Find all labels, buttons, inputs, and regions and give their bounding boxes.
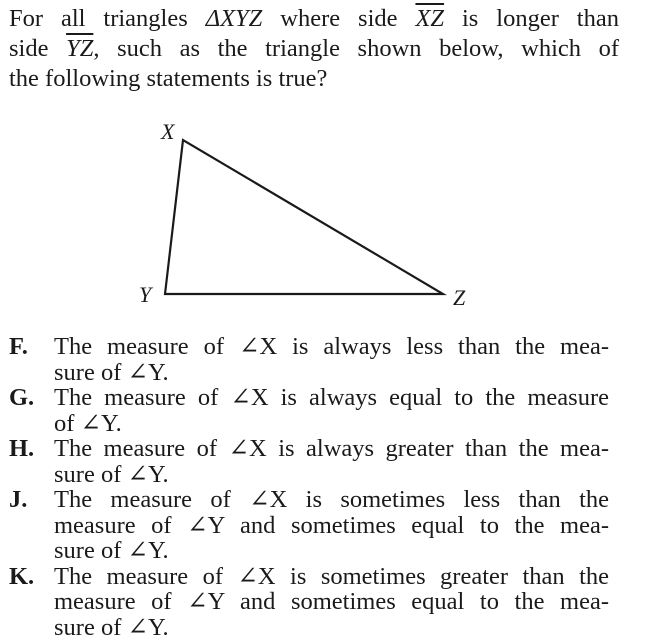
triangle-xyz bbox=[165, 140, 443, 294]
option-line: The measure of ∠X is always less than the mea- bbox=[54, 333, 609, 360]
option-letter: F. bbox=[9, 333, 28, 360]
option-line: sure of ∠Y. bbox=[54, 460, 169, 488]
stem-text: For all triangles bbox=[9, 5, 206, 32]
stem-text: is longer than bbox=[444, 5, 619, 32]
segment-xz: $\overline{XZ}$ bbox=[415, 5, 445, 32]
vertex-label-x: X bbox=[161, 119, 175, 144]
option-letter: G. bbox=[9, 384, 35, 411]
option-line: measure of ∠Y and sometimes equal to the mea- bbox=[54, 588, 609, 615]
option-line: The measure of ∠X is sometimes less than the bbox=[54, 486, 609, 513]
stem-line-1 bbox=[9, 4, 619, 34]
vertex-label-y: Y bbox=[139, 282, 152, 307]
option-g[interactable] bbox=[9, 385, 609, 436]
answer-options bbox=[9, 334, 609, 640]
option-letter: K. bbox=[9, 562, 35, 590]
option-k[interactable] bbox=[9, 564, 609, 641]
stem-line-2 bbox=[9, 34, 619, 64]
triangle-diagram bbox=[0, 100, 648, 320]
option-f[interactable] bbox=[9, 334, 609, 385]
segment-yz: $\overline{YZ}$ bbox=[66, 35, 94, 62]
triangle-figure bbox=[0, 100, 648, 320]
option-text bbox=[54, 487, 609, 564]
option-line: sure of ∠Y. bbox=[54, 613, 169, 641]
option-letter: J. bbox=[9, 486, 28, 513]
option-line: sure of ∠Y. bbox=[54, 358, 169, 386]
stem-text: where side bbox=[262, 5, 416, 32]
vertex-label-z: Z bbox=[453, 285, 466, 310]
option-text bbox=[54, 436, 609, 487]
triangle-name: ΔXYZ bbox=[205, 5, 263, 32]
question-stem bbox=[9, 4, 619, 94]
option-letter: H. bbox=[9, 435, 35, 462]
option-h[interactable] bbox=[9, 436, 609, 487]
option-line: The measure of ∠X is always greater than the mea- bbox=[54, 435, 609, 462]
stem-text: side bbox=[9, 35, 67, 62]
option-text bbox=[54, 385, 609, 436]
stem-text: , such as the triangle shown below, which of bbox=[93, 35, 620, 62]
option-text bbox=[54, 564, 609, 641]
option-line: sure of ∠Y. bbox=[54, 537, 169, 564]
stem-line-3 bbox=[9, 64, 619, 94]
option-text bbox=[54, 334, 609, 385]
option-line: measure of ∠Y and sometimes equal to the mea- bbox=[54, 511, 609, 539]
option-line: of ∠Y. bbox=[54, 409, 122, 437]
option-j[interactable] bbox=[9, 487, 609, 564]
stem-text: the following statements is true? bbox=[9, 65, 328, 92]
option-line: The measure of ∠X is always equal to the measure bbox=[54, 384, 609, 411]
option-line: The measure of ∠X is sometimes greater than the bbox=[54, 562, 609, 590]
